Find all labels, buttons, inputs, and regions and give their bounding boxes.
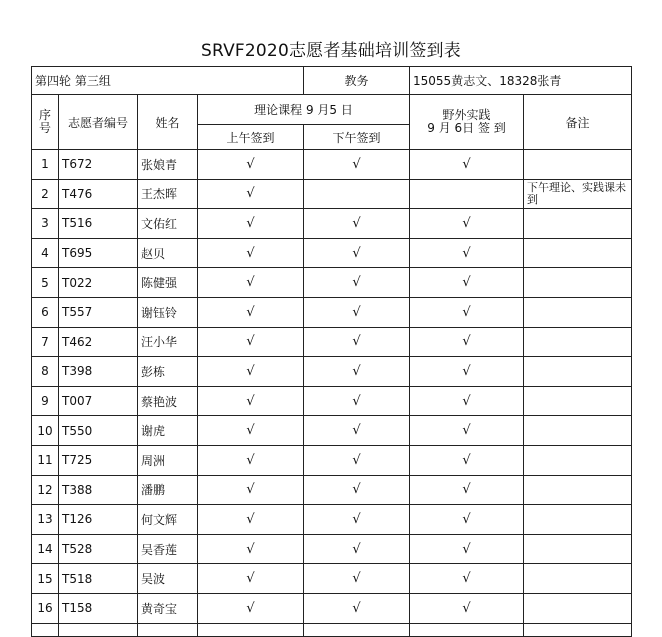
row-name: 张娘青 [138,150,198,180]
header-field-bottom: 9 月 6日 签 到 [427,121,506,135]
header-seq [32,95,59,150]
table-row-partial [32,623,632,636]
partial-cell [524,623,632,636]
row-remark [524,475,632,505]
row-afternoon-check: √ [304,534,410,564]
row-afternoon-check: √ [304,209,410,239]
row-volunteer-id: T550 [59,416,138,446]
row-remark [524,593,632,623]
row-seq: 12 [32,475,59,505]
row-volunteer-id: T528 [59,534,138,564]
page-title: SRVF2020志愿者基础培训签到表 [201,41,461,61]
row-seq: 15 [32,564,59,594]
group-label: 第四轮 第三组 [32,67,304,95]
header-afternoon: 下午签到 [304,125,410,150]
row-volunteer-id: T518 [59,564,138,594]
signin-table [31,66,632,637]
row-remark [524,238,632,268]
row-volunteer-id: T695 [59,238,138,268]
row-volunteer-id: T516 [59,209,138,239]
table-row [32,593,632,623]
row-afternoon-check: √ [304,593,410,623]
row-morning-check: √ [198,416,304,446]
row-field-check: √ [410,386,524,416]
row-field-check: √ [410,534,524,564]
row-field-check: √ [410,209,524,239]
admin-label: 教务 [304,67,410,95]
row-seq: 16 [32,593,59,623]
row-field-check: √ [410,150,524,180]
header-volunteer-id: 志愿者编号 [59,95,138,150]
row-name: 蔡艳波 [138,386,198,416]
row-field-check: √ [410,416,524,446]
row-remark [524,297,632,327]
row-morning-check: √ [198,297,304,327]
row-remark [524,209,632,239]
header-theory: 理论课程 9 月5 日 [198,95,410,125]
row-volunteer-id: T476 [59,179,138,209]
row-field-check [410,179,524,209]
row-remark [524,445,632,475]
row-field-check: √ [410,475,524,505]
partial-cell [138,623,198,636]
row-volunteer-id: T158 [59,593,138,623]
row-seq: 3 [32,209,59,239]
row-seq: 6 [32,297,59,327]
row-afternoon-check: √ [304,445,410,475]
row-seq: 13 [32,505,59,535]
row-afternoon-check: √ [304,505,410,535]
header-name: 姓名 [138,95,198,150]
row-volunteer-id: T022 [59,268,138,298]
row-morning-check: √ [198,386,304,416]
table-row [32,475,632,505]
row-morning-check: √ [198,179,304,209]
row-volunteer-id: T462 [59,327,138,357]
row-morning-check: √ [198,534,304,564]
admin-contacts: 15055黄志文、18328张青 [410,67,632,95]
row-name: 汪小华 [138,327,198,357]
table-row [32,327,632,357]
row-morning-check: √ [198,445,304,475]
table-row [32,445,632,475]
row-field-check: √ [410,357,524,387]
row-morning-check: √ [198,357,304,387]
header-morning: 上午签到 [198,125,304,150]
row-remark [524,505,632,535]
row-remark: 下午理论、实践课未到 [524,179,632,209]
row-name: 周洲 [138,445,198,475]
row-afternoon-check: √ [304,386,410,416]
table-row [32,564,632,594]
row-remark [524,150,632,180]
row-field-check: √ [410,593,524,623]
row-name: 谢虎 [138,416,198,446]
table-row [32,209,632,239]
row-field-check: √ [410,445,524,475]
partial-cell [198,623,304,636]
row-seq: 10 [32,416,59,446]
partial-cell [410,623,524,636]
row-morning-check: √ [198,505,304,535]
row-field-check: √ [410,564,524,594]
header-remark: 备注 [524,95,632,150]
table-row [32,238,632,268]
row-morning-check: √ [198,475,304,505]
table-row [32,179,632,209]
row-volunteer-id: T672 [59,150,138,180]
row-seq: 9 [32,386,59,416]
row-afternoon-check: √ [304,297,410,327]
header-seq-top: 序 [38,108,51,122]
row-afternoon-check: √ [304,357,410,387]
row-morning-check: √ [198,209,304,239]
row-name: 赵贝 [138,238,198,268]
row-seq: 11 [32,445,59,475]
row-seq: 2 [32,179,59,209]
row-afternoon-check: √ [304,150,410,180]
row-name: 彭栋 [138,357,198,387]
row-afternoon-check: √ [304,238,410,268]
row-name: 何文辉 [138,505,198,535]
row-field-check: √ [410,327,524,357]
row-volunteer-id: T126 [59,505,138,535]
row-remark [524,416,632,446]
row-remark [524,327,632,357]
row-name: 文佑红 [138,209,198,239]
row-remark [524,268,632,298]
row-seq: 5 [32,268,59,298]
row-name: 吴波 [138,564,198,594]
row-seq: 7 [32,327,59,357]
row-field-check: √ [410,268,524,298]
group-info-row [32,67,632,95]
row-volunteer-id: T388 [59,475,138,505]
row-name: 陈健强 [138,268,198,298]
row-afternoon-check [304,179,410,209]
row-remark [524,357,632,387]
partial-cell [304,623,410,636]
table-row [32,297,632,327]
row-morning-check: √ [198,150,304,180]
row-seq: 1 [32,150,59,180]
table-row [32,386,632,416]
row-name: 谢钰铃 [138,297,198,327]
table-row [32,268,632,298]
row-morning-check: √ [198,238,304,268]
row-volunteer-id: T725 [59,445,138,475]
row-morning-check: √ [198,593,304,623]
row-morning-check: √ [198,327,304,357]
partial-cell [59,623,138,636]
header-seq-bottom: 号 [38,121,51,135]
row-volunteer-id: T007 [59,386,138,416]
row-morning-check: √ [198,268,304,298]
row-afternoon-check: √ [304,327,410,357]
table-row [32,505,632,535]
row-field-check: √ [410,297,524,327]
row-afternoon-check: √ [304,416,410,446]
table-row [32,357,632,387]
row-afternoon-check: √ [304,564,410,594]
row-afternoon-check: √ [304,475,410,505]
row-volunteer-id: T398 [59,357,138,387]
row-remark [524,564,632,594]
row-name: 吴香莲 [138,534,198,564]
row-seq: 8 [32,357,59,387]
header-field [410,95,524,150]
row-remark [524,386,632,416]
row-remark [524,534,632,564]
partial-cell [32,623,59,636]
header-row [32,95,632,125]
table-row [32,416,632,446]
row-name: 王杰晖 [138,179,198,209]
row-volunteer-id: T557 [59,297,138,327]
row-field-check: √ [410,505,524,535]
row-name: 潘鹏 [138,475,198,505]
table-row [32,534,632,564]
row-afternoon-check: √ [304,268,410,298]
header-field-top: 野外实践 [442,108,491,122]
row-morning-check: √ [198,564,304,594]
table-row [32,150,632,180]
row-field-check: √ [410,238,524,268]
row-seq: 4 [32,238,59,268]
row-name: 黄奇宝 [138,593,198,623]
row-seq: 14 [32,534,59,564]
